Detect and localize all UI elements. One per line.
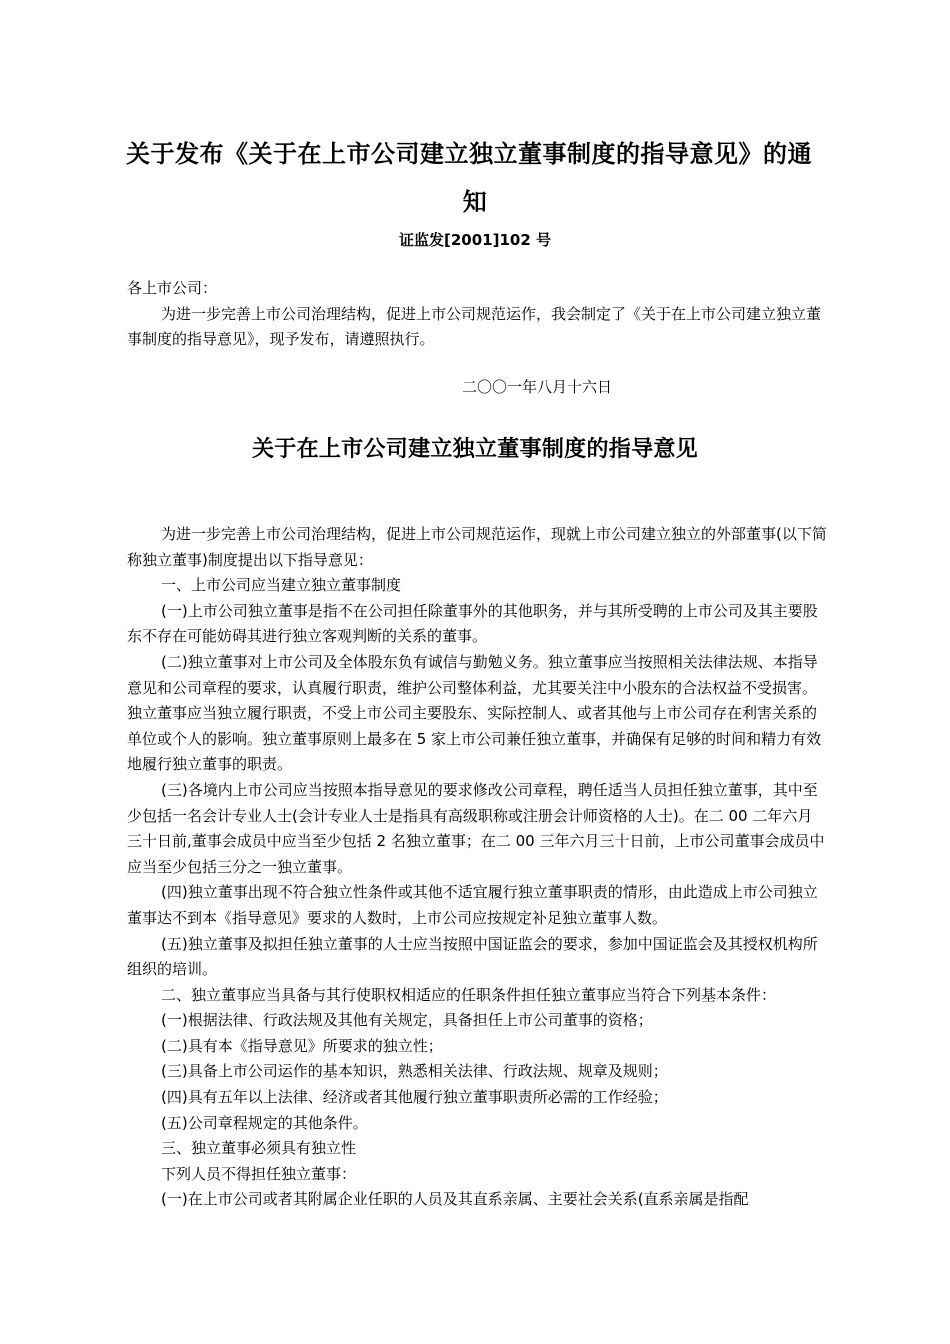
section-heading: 三、独立董事必须具有独立性: [161, 1139, 357, 1158]
opinion-paragraph: (一)上市公司独立董事是指不在公司担任除董事外的其他职务，并与其所受聘的上市公司及其主要股东不存在可能妨碍其进行独立客观判断的关系的董事。: [127, 601, 818, 646]
opinion-paragraph: 为进一步完善上市公司治理结构，促进上市公司规范运作，现就上市公司建立独立的外部董事(以下简称独立董事)制度提出以下指导意见：: [127, 525, 827, 569]
issue-date: 二〇〇一年八月十六日: [462, 378, 613, 396]
list-item: (一)根据法律、行政法规及其他有关规定，具备担任上市公司董事的资格；: [161, 1011, 653, 1030]
document-number: 证监发[2001]102 号: [399, 231, 551, 249]
opinion-paragraph: 下列人员不得担任独立董事：: [161, 1164, 357, 1183]
section-heading: 二、独立董事应当具备与其行使职权相适应的任职条件担任独立董事应当符合下列基本条件：: [161, 985, 777, 1004]
opinion-body: [127, 522, 827, 1213]
notice-body: [127, 276, 827, 353]
opinion-paragraph: (五)独立董事及拟担任独立董事的人士应当按照中国证监会的要求，参加中国证监会及其授权机构所组织的培训。: [127, 934, 818, 979]
notice-title-line1: 关于发布《关于在上市公司建立独立董事制度的指导意见》的通: [126, 140, 812, 168]
notice-title-line2: 知: [462, 188, 488, 216]
opinion-paragraph: (三)各境内上市公司应当按照本指导意见的要求修改公司章程，聘任适当人员担任独立董事，其中至少包括一名会计专业人士(会计专业人士是指具有高级职称或注册会计师资格的人士)。在二 00 二年六月三十日前,董事会成员中应当至少包括 2 名独立董事；在二 00 三年六月三十日前，上市公司董事会成员中应当至少包括三分之一独立董事。: [127, 780, 825, 876]
list-item: (五)公司章程规定的其他条件。: [161, 1113, 368, 1132]
list-item: (三)具备上市公司运作的基本知识，熟悉相关法律、行政法规、规章及规则；: [161, 1062, 668, 1081]
list-item: (一)在上市公司或者其附属企业任职的人员及其直系亲属、主要社会关系(直系亲属是指配: [161, 1190, 749, 1209]
list-item: (四)具有五年以上法律、经济或者其他履行独立董事职责所必需的工作经验；: [161, 1088, 668, 1107]
salutation: 各上市公司：: [127, 279, 218, 297]
notice-paragraph: 为进一步完善上市公司治理结构，促进上市公司规范运作，我会制定了《关于在上市公司建立独立董事制度的指导意见》，现予发布，请遵照执行。: [127, 304, 822, 349]
section-heading: 一、上市公司应当建立独立董事制度: [161, 576, 402, 595]
opinion-paragraph: (二)独立董事对上市公司及全体股东负有诚信与勤勉义务。独立董事应当按照相关法律法规、本指导意见和公司章程的要求，认真履行职责，维护公司整体利益，尤其要关注中小股东的合法权益不受损害。独立董事应当独立履行职责，不受上市公司主要股东、实际控制人、或者其他与上市公司存在利害关系的单位或个人的影响。独立董事原则上最多在 5 家上市公司兼任独立董事，并确保有足够的时间和精力有效地履行独立董事的职责。: [127, 652, 822, 774]
opinion-title: 关于在上市公司建立独立董事制度的指导意见: [251, 437, 698, 462]
list-item: (二)具有本《指导意见》所要求的独立性；: [161, 1036, 443, 1055]
opinion-paragraph: (四)独立董事出现不符合独立性条件或其他不适宜履行独立董事职责的情形，由此造成上市公司独立董事达不到本《指导意见》要求的人数时，上市公司应按规定补足独立董事人数。: [127, 883, 818, 927]
